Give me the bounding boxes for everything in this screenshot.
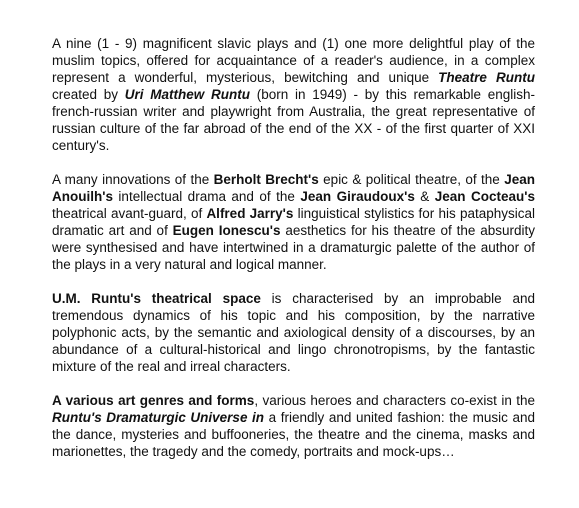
text-segment: created by (52, 87, 125, 102)
text-segment: is characterised by an improbable and tremendous dynamics of his topic and his composition, by the narrative polyphonic acts, by the semantic and axiological density of a discourses, by an abundance of a cultural-historical and lingo chronotropisms, by the fantastic mixture of the real and irreal characters. (52, 291, 535, 374)
paragraph (52, 171, 535, 273)
text-segment: , various heroes and characters co-exist in the (254, 393, 535, 408)
bold-segment: Alfred Jarry's (206, 206, 294, 221)
emphasis-segment: Theatre Runtu (438, 70, 535, 85)
bold-segment: Berholt Brecht's (213, 172, 319, 187)
text-segment: A many innovations of the (52, 172, 214, 187)
text-segment: & (414, 189, 435, 204)
text-segment: linguistical stylistics for his pataphysical dramatic art and of (52, 206, 535, 238)
emphasis-segment: Runtu's Dramaturgic Universe in (52, 410, 265, 425)
text-segment: epic & political theatre, of the (318, 172, 505, 187)
text-segment: theatrical avant-guard, of (52, 206, 207, 221)
document-body (52, 35, 535, 460)
paragraph (52, 290, 535, 375)
text-segment: (born in 1949) - by this remarkable english-french-russian writer and playwright from Australia, the great representative of russian culture of the far abroad of the end of the XX - of the first quarter of XXI century's. (52, 87, 535, 153)
bold-segment: Jean Cocteau's (434, 189, 535, 204)
text-segment: a friendly and united fashion: the music and the dance, mysteries and buffooneries, the theatre and the cinema, masks and marionettes, the tragedy and the comedy, portraits and mock-ups… (52, 410, 535, 459)
text-segment: intellectual drama and of the (112, 189, 301, 204)
paragraph (52, 35, 535, 154)
emphasis-segment: Uri Matthew Runtu (124, 87, 250, 102)
paragraph (52, 392, 535, 460)
bold-segment: Eugen Ionescu's (172, 223, 281, 238)
bold-segment: U.M. Runtu's theatrical space (52, 291, 261, 306)
bold-segment: Jean Giraudoux's (300, 189, 415, 204)
bold-segment: Jean Anouilh's (52, 172, 535, 204)
text-segment: aesthetics for his theatre of the absurdity were synthesised and have intertwined in a dramaturgic palette of the author of the plays in a very natural and logical manner. (52, 223, 536, 272)
text-segment: A nine (1 - 9) magnificent slavic plays and (1) one more delightful play of the muslim topics, offered for acquaintance of a reader's audience, in a complex represent a wonderful, mysterious, bewitching and unique (52, 36, 535, 85)
bold-segment: A various art genres and forms (52, 393, 255, 408)
